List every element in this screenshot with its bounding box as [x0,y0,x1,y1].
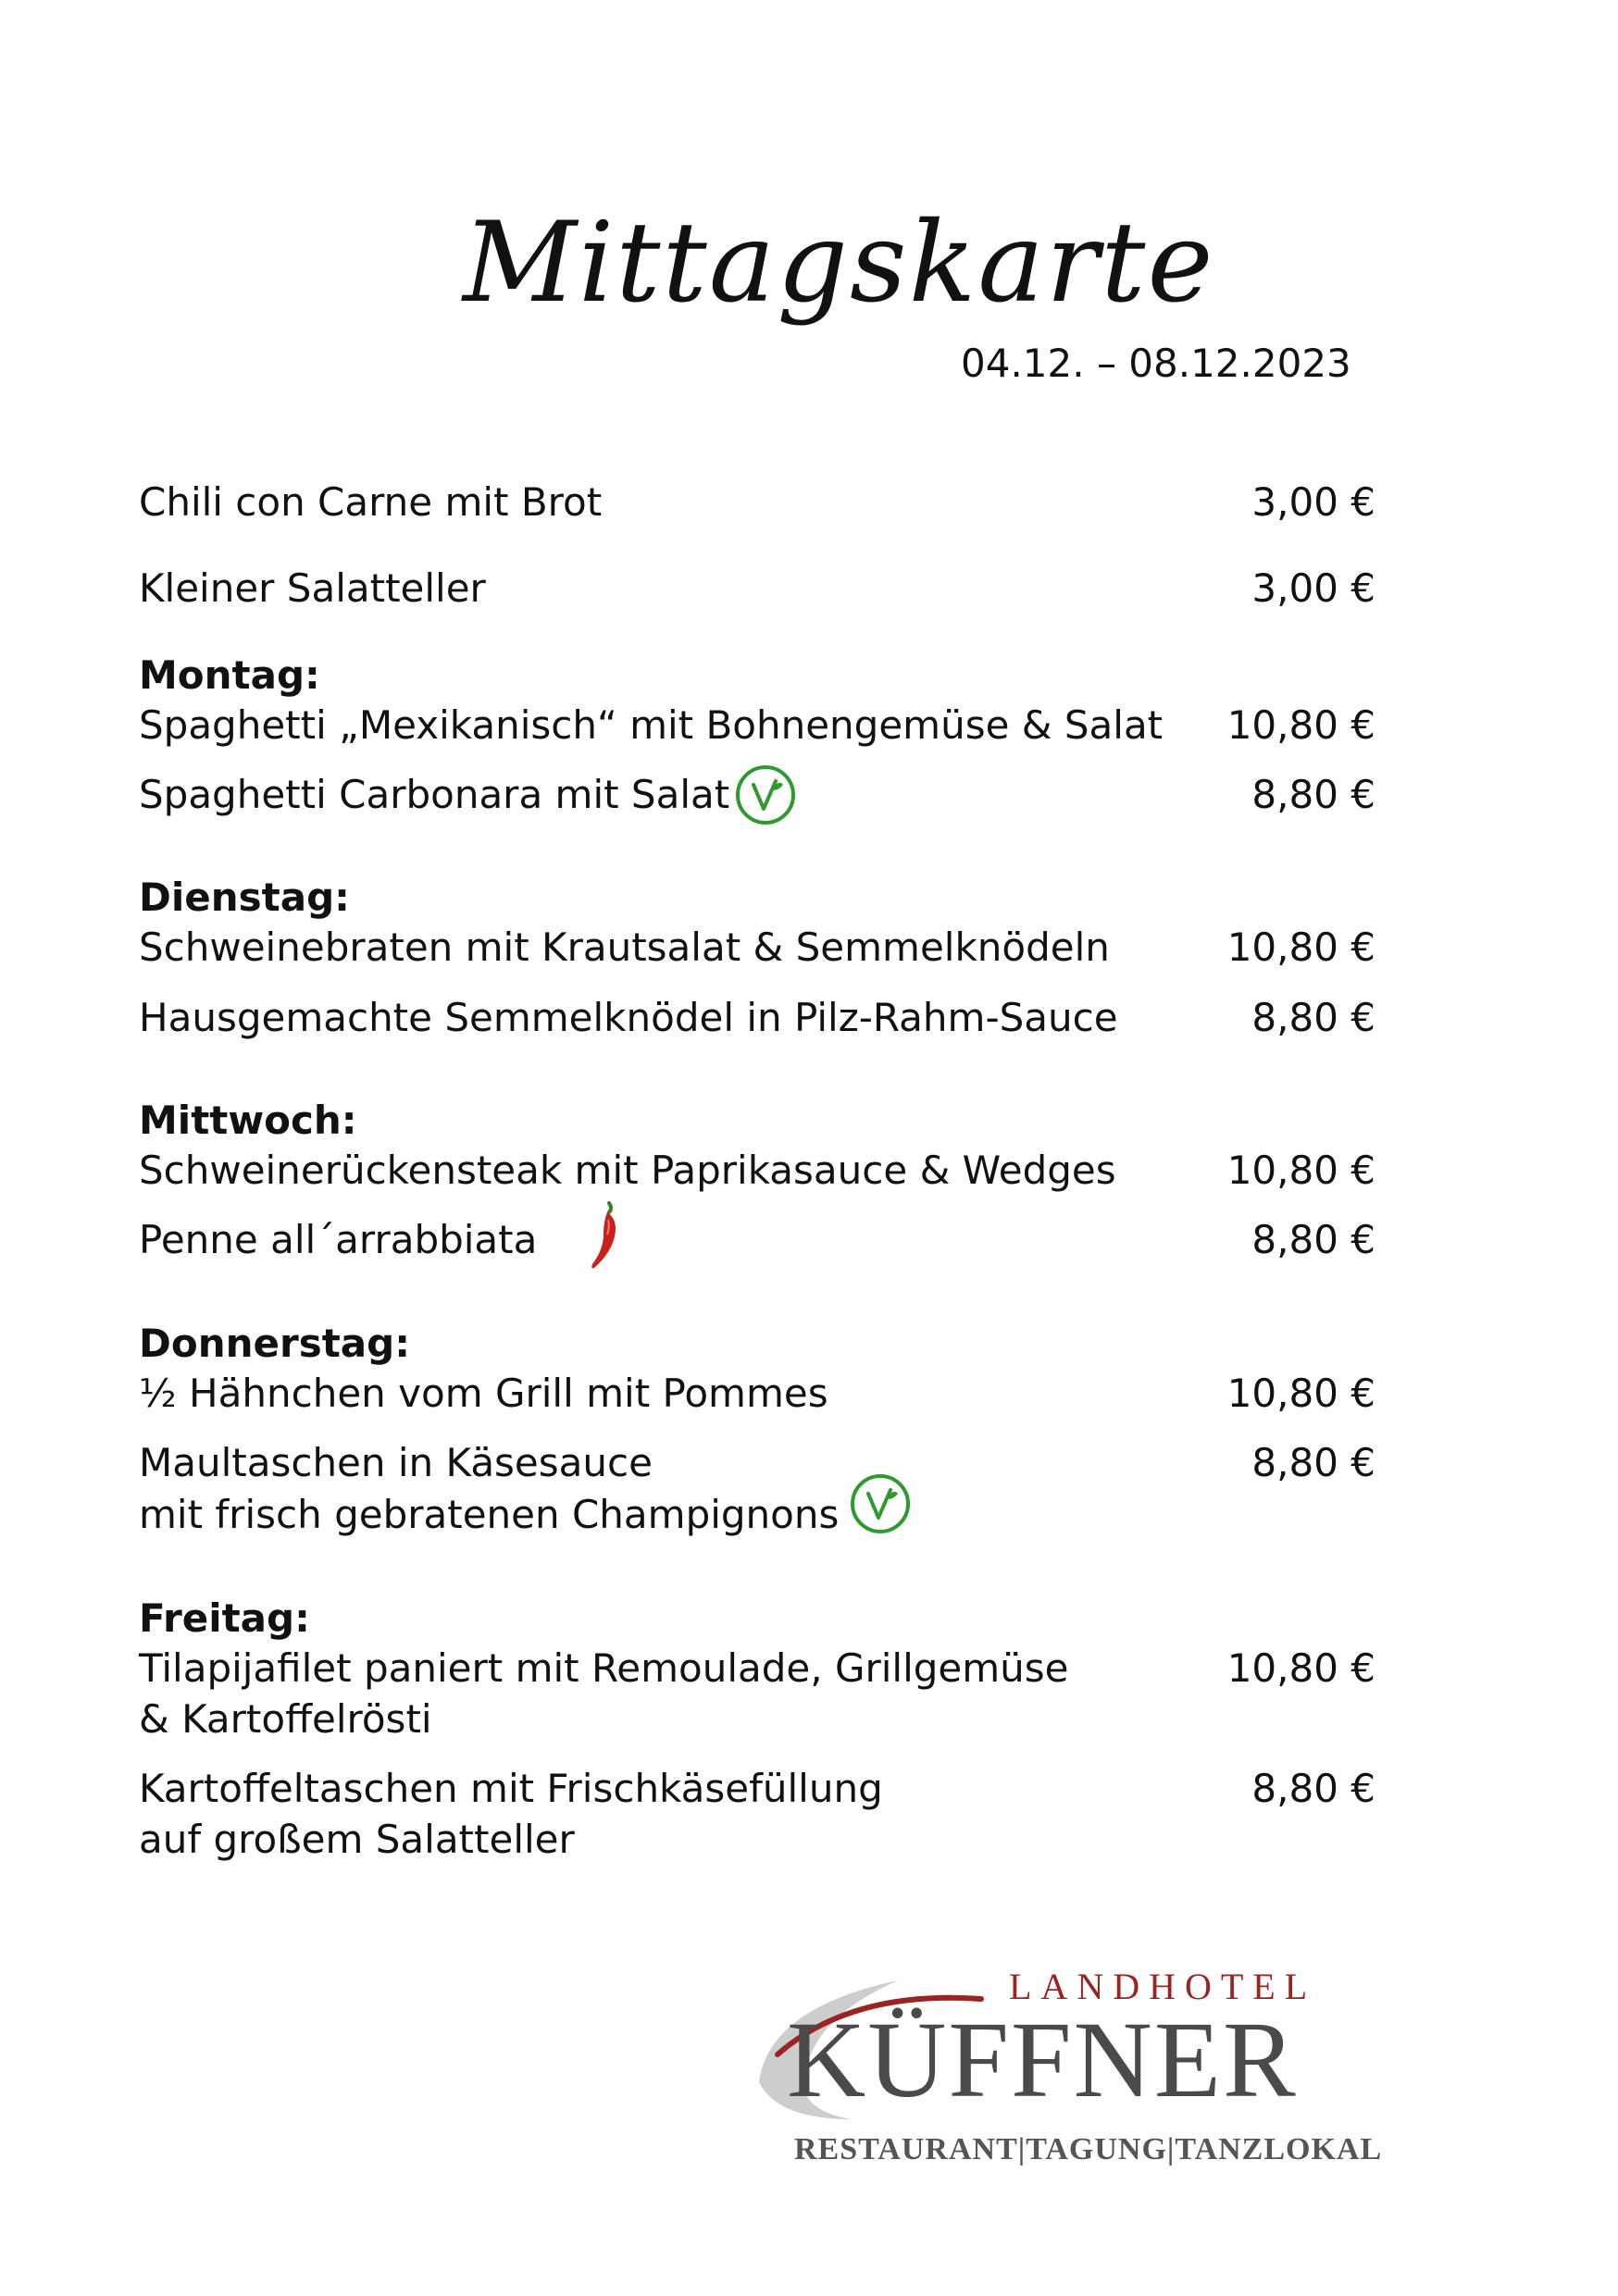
menu-item-price: 8,80 € [1251,995,1375,1040]
menu-item-price: 10,80 € [1226,1645,1375,1691]
menu-item-price: 8,80 € [1251,772,1375,817]
menu-item-name: Schweinebraten mit Krautsalat & Semmelknödeln [139,925,1110,970]
menu-item-price: 10,80 € [1226,925,1375,970]
chili-icon [581,1199,628,1273]
menu-item-name: Spaghetti „Mexikanisch“ mit Bohnengemüse & Salat [139,702,1164,748]
menu-item-price: 10,80 € [1226,1371,1375,1416]
menu-item-name: ½ Hähnchen vom Grill mit Pommes [139,1371,828,1416]
menu-item-price: 10,80 € [1226,702,1375,748]
menu-item-name-line2: auf großem Salatteller [139,1817,575,1862]
menu-item-name-line2: mit frisch gebratenen Champignons [139,1492,840,1537]
day-heading-freitag: Freitag: [139,1595,310,1641]
menu-item-name: Spaghetti Carbonara mit Salat [139,772,730,817]
menu-item-price: 8,80 € [1251,1217,1375,1262]
menu-item-name: Schweinerückensteak mit Paprikasauce & Wedges [139,1148,1116,1193]
vegetarian-icon [850,1473,911,1534]
day-heading-montag: Montag: [139,652,320,698]
day-heading-donnerstag: Donnerstag: [139,1321,410,1366]
menu-item-name: Chili con Carne mit Brot [139,479,603,525]
date-range: 04.12. – 08.12.2023 [961,341,1351,386]
menu-item-name-line1: Tilapijafilet paniert mit Remoulade, Grillgemüse [139,1645,1069,1691]
page-title: Mittagskarte [463,199,1215,328]
hotel-logo [741,1943,1407,2175]
menu-item-name: Hausgemachte Semmelknödel in Pilz-Rahm-Sauce [139,995,1118,1040]
menu-item-name: Penne all´arrabbiata [139,1217,538,1262]
menu-item-name-line1: Kartoffeltaschen mit Frischkäsefüllung [139,1766,883,1811]
menu-item-price: 3,00 € [1251,565,1375,611]
menu-item-price: 3,00 € [1251,479,1375,525]
day-heading-mittwoch: Mittwoch: [139,1098,357,1143]
menu-item-name-line1: Maultaschen in Käsesauce [139,1440,653,1485]
menu-item-price: 8,80 € [1251,1440,1375,1485]
vegetarian-icon [735,764,796,825]
logo-top-line: LANDHOTEL [1009,1966,1317,2007]
logo-name: KÜFFNER [787,1999,1298,2120]
logo-tagline: RESTAURANT|TAGUNG|TANZLOKAL [794,2132,1383,2166]
day-heading-dienstag: Dienstag: [139,875,350,920]
menu-item-price: 10,80 € [1226,1148,1375,1193]
menu-item-name-line2: & Kartoffelrösti [139,1696,432,1742]
menu-item-name: Kleiner Salatteller [139,565,486,611]
menu-item-price: 8,80 € [1251,1766,1375,1811]
